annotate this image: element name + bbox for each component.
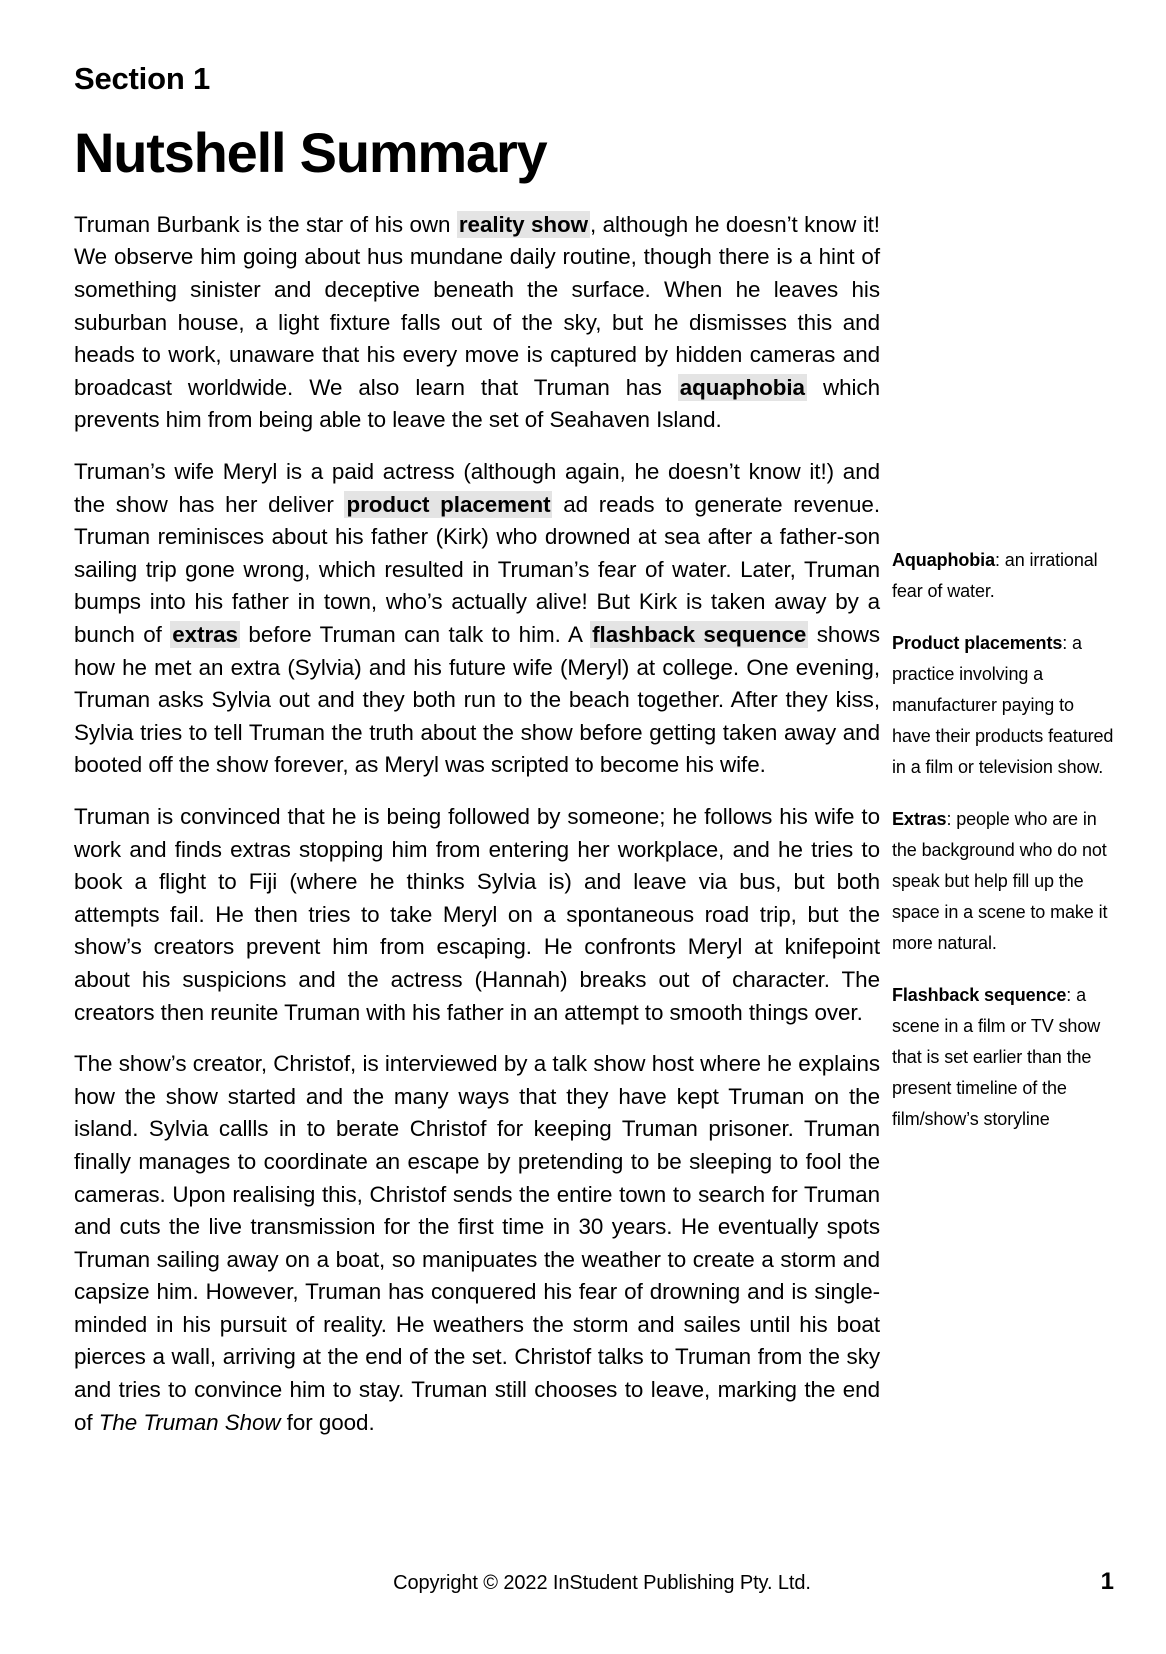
- glossary-definition: : a scene in a film or TV show that is set earlier than the present timeline of the film/show’s storyline: [892, 985, 1101, 1129]
- key-term: aquaphobia: [679, 374, 805, 400]
- glossary-definition: : an irrational fear of water.: [892, 549, 1098, 601]
- glossary-aquaphobia: [892, 545, 1114, 607]
- section-label: Section 1: [74, 61, 211, 96]
- glossary-term: Extras: [892, 809, 947, 830]
- key-term: product placement: [346, 491, 551, 517]
- paragraph-4: The show’s creator, Christof, is interviewed by a talk show host where he explains how the show started and the many ways that they have kept Truman on the island. Sylvia callls in to berate Christof for keeping Truman prisoner. Truman finally manages to coordinate an escape by pretending to be sleeping to fool the cameras. Upon realising this, Christof sends the entire town to search for Truman and cuts the live transmission for the first time in 30 years. He eventually spots Truman sailing away on a boat, so manipuates the weather to create a storm and capsize him. However, Truman has conquered his fear of drowning and is single-minded in his pursuit of reality. He weathers the storm and sailes until his boat pierces a wall, arriving at the end of the set. Christof talks to Truman from the sky and tries to convince him to stay. Truman still chooses to leave, marking the end of The Truman Show for good.: [74, 1051, 880, 1435]
- paragraph-list: [74, 209, 880, 1439]
- glossary-definition: : a practice involving a manufacturer paying to have their products featured in a film or television show.: [892, 633, 1114, 777]
- body-columns: [74, 209, 1114, 1439]
- copyright-notice: Copyright © 2022 InStudent Publishing Pty. Ltd.: [393, 1572, 811, 1594]
- page-footer: [74, 1568, 1114, 1596]
- glossary-list: [892, 545, 1114, 1135]
- glossary-product-placements: [892, 628, 1114, 782]
- paragraph-1: Truman Burbank is the star of his own reality show, although he doesn’t know it! We observe him going about hus mundane daily routine, though there is a hint of something sinister and deceptive beneath the surface. When he leaves his suburban house, a light fixture falls out of the sky, but he dismisses this and heads to work, unaware that his every move is captured by hidden cameras and broadcast worldwide. We also learn that Truman has aquaphobia which prevents him from being able to leave the set of Seahaven Island.: [74, 211, 880, 433]
- glossary-term: Flashback sequence: [892, 985, 1067, 1006]
- title-italic: The Truman Show: [98, 1409, 281, 1435]
- paragraph-2: Truman’s wife Meryl is a paid actress (although again, he doesn’t know it!) and the show has her deliver product placement ad reads to generate revenue. Truman reminisces about his father (Kirk) who drowned at sea after a father-son sailing trip gone wrong, which resulted in Truman’s fear of water. Later, Truman bumps into his father in town, who’s actually alive! But Kirk is taken away by a bunch of extras before Truman can talk to him. A flashback sequence shows how he met an extra (Sylvia) and his future wife (Meryl) at college. One evening, Truman asks Sylvia out and they both run to the beach together. After they kiss, Sylvia tries to tell Truman the truth about the show before getting taken away and booted off the show forever, as Meryl was scripted to become his wife.: [74, 459, 881, 778]
- glossary-term: Aquaphobia: [892, 549, 995, 570]
- page-number: 1: [1100, 1568, 1114, 1595]
- key-term: extras: [172, 622, 238, 648]
- glossary-flashback-sequence: [892, 980, 1114, 1134]
- key-term: flashback sequence: [592, 622, 807, 648]
- glossary-definition: : people who are in the background who do not speak but help fill up the space in a scene to make it more natural.: [892, 809, 1108, 953]
- glossary-term: Product placements: [892, 633, 1063, 654]
- page-title: Nutshell Summary: [74, 121, 547, 185]
- page-content: [74, 62, 1114, 1439]
- glossary-sidebar: [892, 209, 1114, 1135]
- main-text-column: [74, 209, 880, 1439]
- paragraph-3: Truman is convinced that he is being followed by someone; he follows his wife to work and finds extras stopping him from entering her workplace, and he tries to book a flight to Fiji (where he thinks Sylvia is) and leave via bus, but both attempts fail. He then tries to take Meryl on a spontaneous road trip, but the show’s creators prevent him from escaping. He confronts Meryl at knifepoint about his suspicions and the actress (Hannah) breaks out of character. The creators then reunite Truman with his father in an attempt to smooth things over.: [74, 803, 880, 1025]
- key-term: reality show: [458, 211, 588, 237]
- glossary-extras: [892, 804, 1114, 958]
